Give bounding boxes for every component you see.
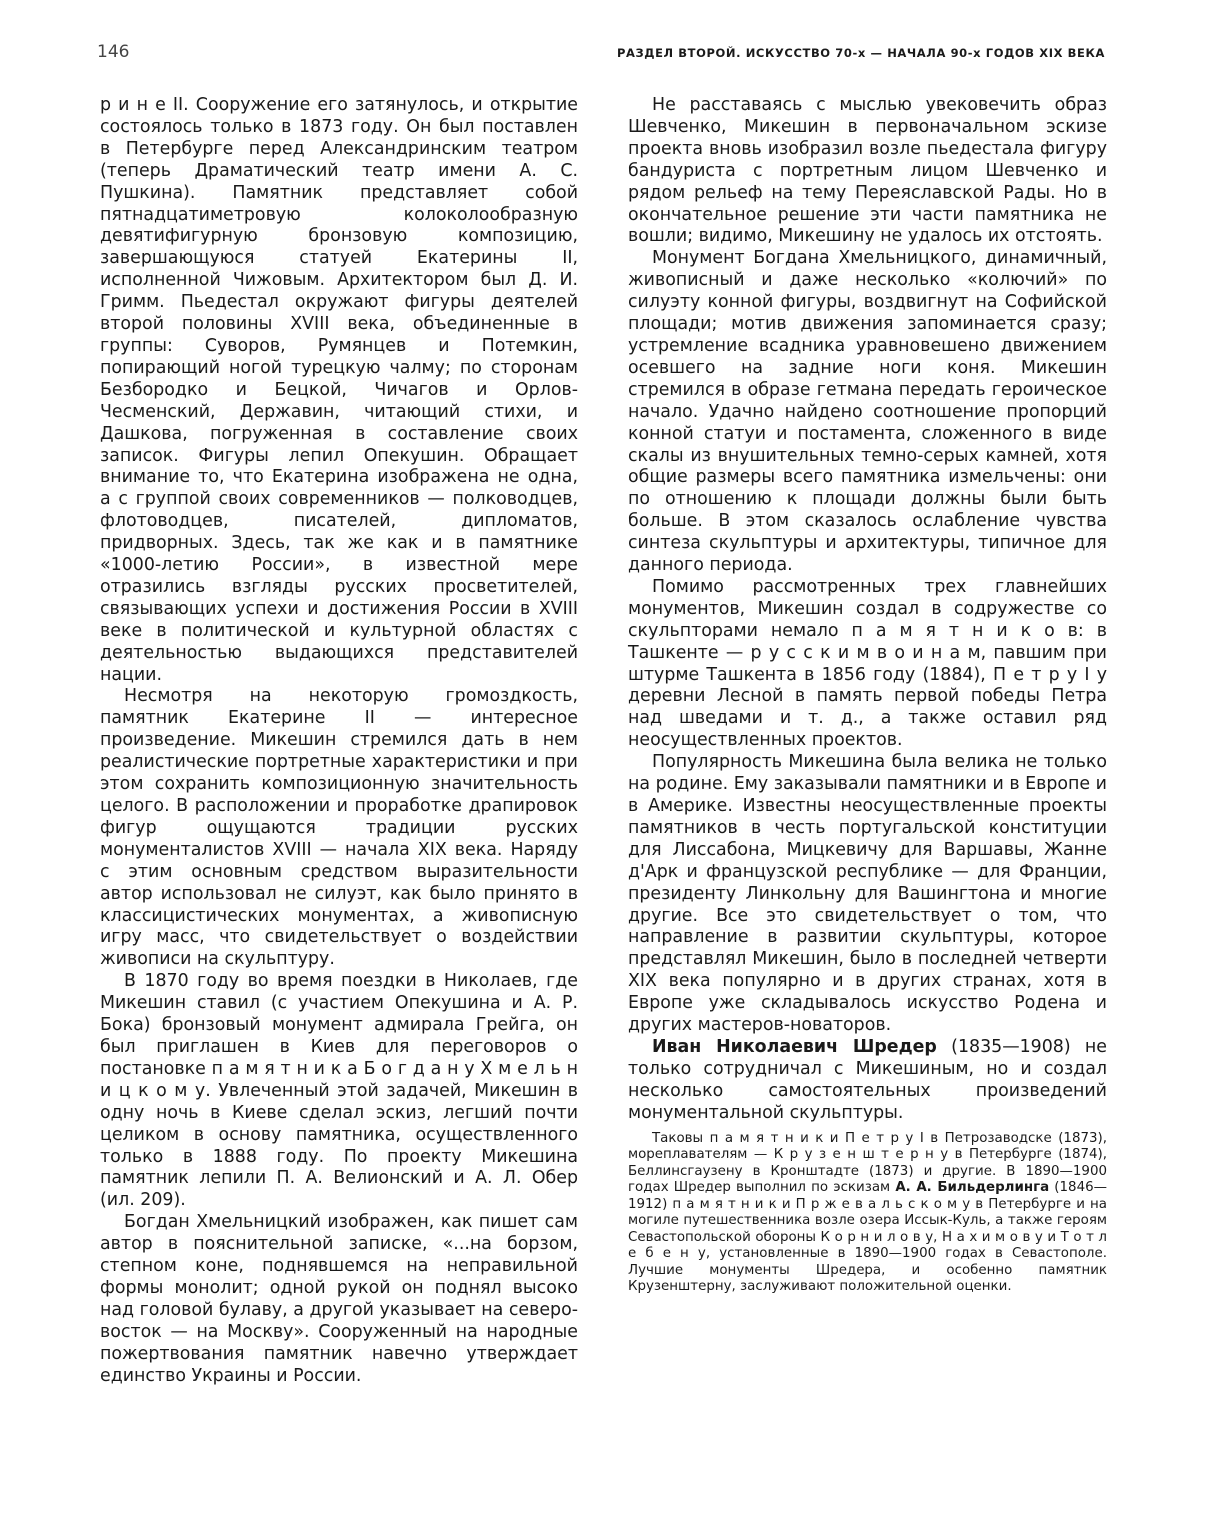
right-paragraph-5 (628, 1037, 1107, 1125)
right-paragraph-4: Популярность Микешина была велика не только на родине. Ему заказывали памятники и в Европе и в Америке. Известны неосуществленные проекты памятников в честь португальской конституции для Лиссабона, Мицкевичу для Варшавы, Жанне д'Арк и французской республике — для Франции, президенту Линкольну для Вашингтона и многие другие. Все это свидетельствует о том, что направление в развитии скульптуры, которое представлял Микешин, было в последней четверти XIX века популярно и в других странах, хотя в Европе уже складывалось искусство Родена и других мастеров-новаторов. (628, 752, 1107, 1036)
left-paragraph-2: Несмотря на некоторую громоздкость, памятник Екатерине II — интересное произведение. Микешин стремился дать в нем реалистические портретные характеристики и при этом сохранить композиционную значительность целого. В расположении и проработке драпировок фигур ощущаются традиции русских монументалистов XVIII — начала XIX века. Наряду с этим основным средством выразительности автор использовал не силуэт, как было принято в классицистических монументах, а живописную игру масс, что свидетельствует о воздействии живописи на скульптуру. (100, 686, 578, 970)
footnote (628, 1131, 1107, 1296)
right-paragraph-5-text: (1835—1908) не только сотрудничал с Микешиным, но и создал несколько самостоятельных произведений монументальной скульптуры. (628, 1036, 1107, 1123)
left-paragraph-4: Богдан Хмельницкий изображен, как пишет сам автор в пояснительной записке, «...на борзом, степном коне, поднявшемся на неправильной формы монолит; одной рукой он поднял высоко над головой булаву, а другой указывает на северо-восток — на Москву». Сооруженный на народные пожертвования памятник навечно утверждает единство Украины и России. (100, 1212, 578, 1386)
right-paragraph-1: Не расставаясь с мыслью увековечить образ Шевченко, Микешин в первоначальном эскизе проекта вновь изобразил возле пьедестала фигуру бандуриста с портретным лицом Шевченко и рядом рельеф на тему Переяславской Рады. Но в окончательное решение эти части памятника не вошли; видимо, Микешину не удалось их отстоять. (628, 95, 1107, 247)
left-paragraph-3: В 1870 году во время поездки в Николаев, где Микешин ставил (с участием Опекушина и А. Р. Бока) бронзовый монумент адмирала Грейга, он был приглашен в Киев для переговоров о постановке п а м я т н и к а Б о г д а н у Х м е л ь н и ц к о м у. Увлеченный этой задачей, Микешин в одну ночь в Киеве сделал эскиз, легший почти целиком в основу памятника, осуществленного только в 1888 году. По проекту Микешина памятник лепили П. А. Велионский и А. Л. Обер (ил. 209). (100, 971, 578, 1211)
person-name-shreder: Иван Николаевич Шредер (652, 1036, 937, 1057)
left-paragraph-1: р и н е II. Сооружение его затянулось, и открытие состоялось только в 1873 году. Он был поставлен в Петербурге перед Александринским театром (теперь Драматический театр имени А. С. Пушкина). Памятник представляет собой пятнадцатиметровую колоколообразную девятифигурную бронзовую композицию, завершающуюся статуей Екатерины II, исполненной Чижовым. Архитектором был Д. И. Гримм. Пьедестал окружают фигуры деятелей второй половины XVIII века, объединенные в группы: Суворов, Румянцев и Потемкин, попирающий ногой турецкую чалму; по сторонам Безбородко и Бецкой, Чичагов и Орлов-Чесменский, Державин, читающий стихи, и Дашкова, погруженная в составление своих записок. Фигуры лепил Опекушин. Обращает внимание то, что Екатерина изображена не одна, а с группой своих современников — полководцев, флотоводцев, писателей, дипломатов, придворных. Здесь, так же как и в памятнике «1000-летию России», в известной мере отразились взгляды русских просветителей, связывающих успехи и достижения России в XVIII веке в политической и культурной областях с деятельностью выдающихся представителей нации. (100, 95, 578, 685)
footnote-text-2: (1846—1912) п а м я т н и к и П р ж е в а л ь с к о м у в Петербурге и на могиле путешественника возле озера Иссык-Куль, а также героям Севастопольской обороны К о р н и л о в у, Н а х и м о в у и Т о т л е б е н у, установленные в 1890—1900 годах в Севастополе. Лучшие монументы Шредера, и особенно памятник Крузенштерну, заслуживают положительной оценки. (628, 1180, 1108, 1295)
footnote-paragraph (628, 1131, 1107, 1296)
running-header: РАЗДЕЛ ВТОРОЙ. ИСКУССТВО 70-х — НАЧАЛА 90-х ГОДОВ XIX ВЕКА (616, 46, 1105, 60)
footnote-text-1: Таковы п а м я т н и к и П е т р у I в Петрозаводске (1873), мореплавателям — К р у з е н ш т е р н у в Петербурге (1874), Беллинсгаузену в Кронштадте (1873) и другие. В 1890—1900 годах Шредер выполнил по эскизам (628, 1130, 1107, 1196)
right-column (628, 95, 1107, 1296)
left-column (100, 95, 578, 1387)
right-paragraph-2: Монумент Богдана Хмельницкого, динамичный, живописный и даже несколько «колючий» по силуэту конной фигуры, воздвигнут на Софийской площади; мотив движения запоминается сразу; устремление всадника уравновешено движением осевшего на задние ноги коня. Микешин стремился в образе гетмана передать героическое начало. Удачно найдено соотношение пропорций конной статуи и постамента, сложенного в виде скалы из внушительных темно-серых камней, хотя общие размеры всего памятника измельчены: они по отношению к площади должны были быть больше. В этом сказалось ослабление чувства синтеза скульптуры и архитектуры, типичное для данного периода. (628, 248, 1107, 576)
person-name-bilderling: А. А. Бильдерлинга (895, 1180, 1050, 1196)
right-paragraph-3: Помимо рассмотренных трех главнейших монументов, Микешин создал в содружестве со скульпторами немало п а м я т н и к о в: в Ташкенте — р у с с к и м в о и н а м, павшим при штурме Ташкента в 1856 году (1884), П е т р у I у деревни Лесной в память первой победы Петра над шведами и т. д., а также оставил ряд неосуществленных проектов. (628, 576, 1107, 751)
page-number: 146 (97, 42, 130, 62)
